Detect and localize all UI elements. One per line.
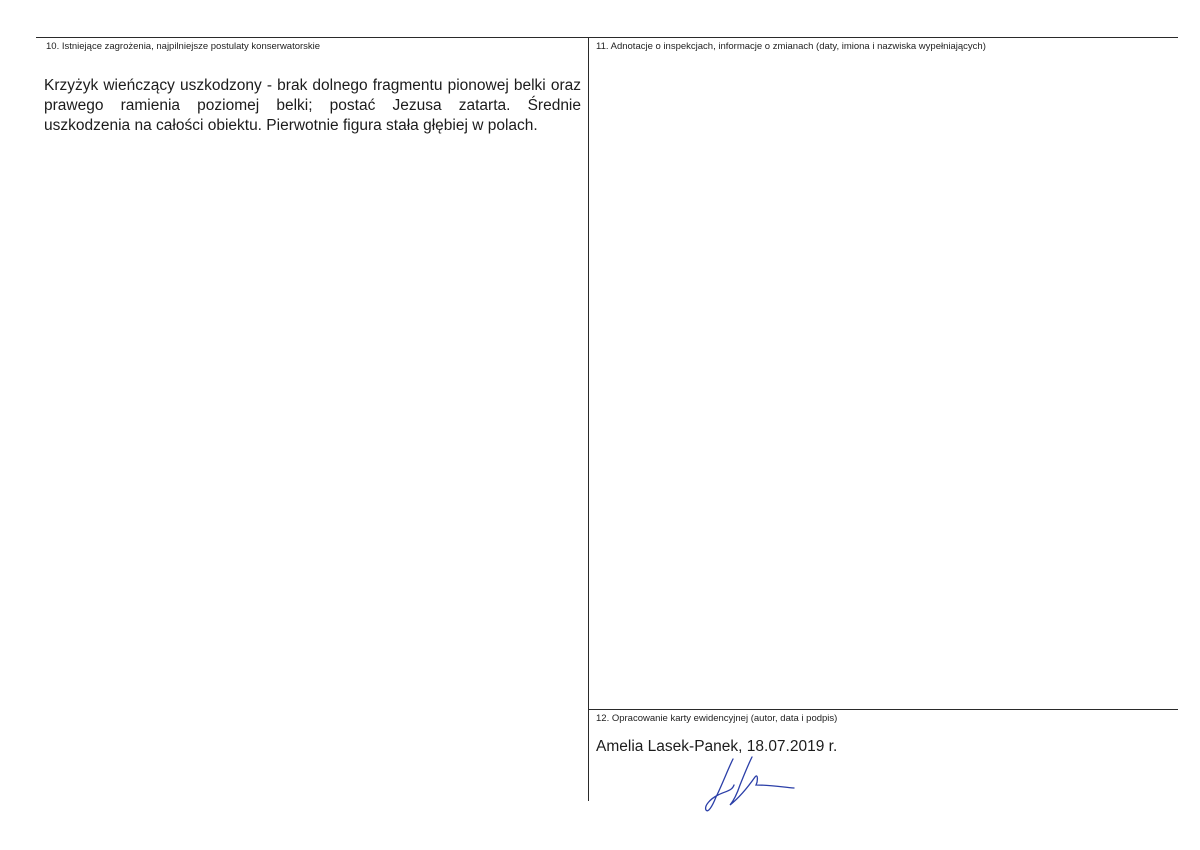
signature-stroke (730, 757, 794, 805)
section-12-author-date: Amelia Lasek-Panek, 18.07.2019 r. (596, 738, 838, 755)
signature-stroke (706, 759, 734, 811)
section-10-text (44, 76, 581, 136)
section-10-paragraph: Krzyżyk wieńczący uszkodzony - brak dolnego fragmentu pionowej belki oraz prawego ramienia poziomej belki; postać Jezusa zatarta. Średnie uszkodzenia na całości obiektu. Pierwotnie figura stała głębiej w polach. (44, 77, 581, 134)
section-11-label: 11. Adnotacje o inspekcjach, informacje o zmianach (daty, imiona i nazwiska wypełniających) (596, 41, 986, 52)
top-rule (36, 37, 1178, 38)
handwritten-signature (700, 755, 800, 817)
column-divider (588, 37, 589, 801)
section-12-label: 12. Opracowanie karty ewidencyjnej (autor, data i podpis) (596, 713, 838, 724)
section-12-rule (588, 709, 1178, 710)
section-10-label: 10. Istniejące zagrożenia, najpilniejsze postulaty konserwatorskie (46, 41, 321, 52)
